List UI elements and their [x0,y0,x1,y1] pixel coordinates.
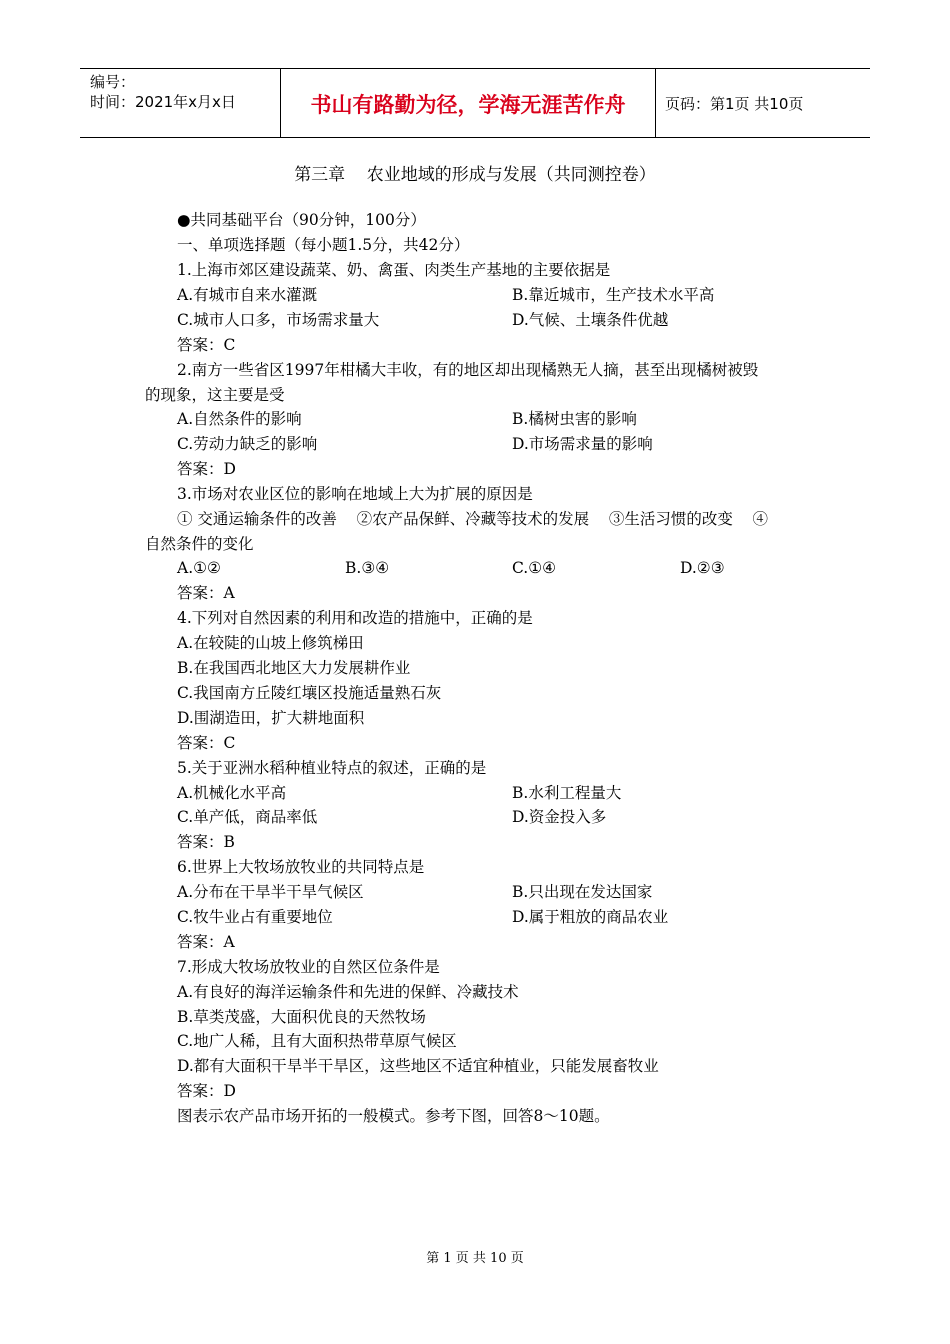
section-heading: ●共同基础平台（90分钟，100分） [177,211,426,229]
question-6-option-c: C.牧牛业占有重要地位 [177,908,333,926]
question-2-option-c: C.劳动力缺乏的影响 [177,435,318,453]
question-3-items: ① 交通运输条件的改善 ②农产品保鲜、冷藏等技术的发展 ③生活习惯的改变 ④ [177,510,769,528]
part-heading: 一、单项选择题（每小题1.5分，共42分） [177,236,470,254]
question-6-answer: 答案：A [177,933,235,951]
question-5-stem: 5.关于亚洲水稻种植业特点的叙述，正确的是 [177,759,487,777]
page-footer: 第 1 页 共 10 页 [426,1251,524,1266]
question-6-stem: 6.世界上大牧场放牧业的共同特点是 [177,858,425,876]
question-7-answer: 答案：D [177,1082,236,1100]
question-3-option-a: A.①② [177,559,221,577]
question-5-answer: 答案：B [177,833,235,851]
question-2-option-a: A.自然条件的影响 [177,410,302,428]
question-4-option-b: B.在我国西北地区大力发展耕作业 [177,659,411,677]
question-7-stem: 7.形成大牧场放牧业的自然区位条件是 [177,958,440,976]
question-5-option-a: A.机械化水平高 [177,784,287,802]
question-1-stem: 1.上海市郊区建设蔬菜、奶、禽蛋、肉类生产基地的主要依据是 [177,261,611,279]
document-number-label: 编号： [90,73,136,91]
question-7-option-a: A.有良好的海洋运输条件和先进的保鲜、冷藏技术 [177,983,519,1001]
page-info: 页码：第1页 共10页 [665,95,804,113]
question-5-option-c: C.单产低，商品率低 [177,808,318,826]
question-3-answer: 答案：A [177,584,235,602]
question-2-option-d: D.市场需求量的影响 [512,435,653,453]
question-3-option-b: B.③④ [345,559,390,577]
question-6-option-d: D.属于粗放的商品农业 [512,908,669,926]
header-left-cell [80,69,280,137]
document-date: 时间：2021年x月x日 [90,93,236,111]
question-7-option-c: C.地广人稀，且有大面积热带草原气候区 [177,1032,457,1050]
question-6-option-a: A.分布在干旱半干旱气候区 [177,883,364,901]
header-right-cell [655,69,870,137]
question-7-option-d: D.都有大面积干旱半干旱区，这些地区不适宜种植业，只能发展畜牧业 [177,1057,659,1075]
question-1-answer: 答案：C [177,336,236,354]
questions-8-10-intro: 图表示农产品市场开拓的一般模式。参考下图，回答8～10题。 [177,1107,610,1125]
question-4-option-a: A.在较陡的山坡上修筑梯田 [177,634,364,652]
header-motto: 书山有路勤为径，学海无涯苦作舟 [310,93,626,117]
question-2-stem: 2.南方一些省区1997年柑橘大丰收，有的地区却出现橘熟无人摘，甚至出现橘树被毁 [177,361,759,379]
question-3-items-continued: 自然条件的变化 [145,535,254,553]
question-6-option-b: B.只出现在发达国家 [512,883,653,901]
question-1-option-a: A.有城市自来水灌溉 [177,286,318,304]
question-3-option-d: D.②③ [680,559,725,577]
question-5-option-b: B.水利工程量大 [512,784,622,802]
header-motto-cell [280,69,656,137]
document-title: 第三章 农业地域的形成与发展（共同测控卷） [294,165,656,185]
question-2-option-b: B.橘树虫害的影响 [512,410,637,428]
question-3-option-c: C.①④ [512,559,557,577]
question-1-option-d: D.气候、土壤条件优越 [512,311,669,329]
question-4-option-d: D.围湖造田，扩大耕地面积 [177,709,365,727]
question-7-option-b: B.草类茂盛，大面积优良的天然牧场 [177,1008,426,1026]
question-4-answer: 答案：C [177,734,236,752]
question-2-stem-continued: 的现象，这主要是受 [145,386,285,404]
question-1-option-b: B.靠近城市，生产技术水平高 [512,286,715,304]
question-2-answer: 答案：D [177,460,236,478]
question-1-option-c: C.城市人口多，市场需求量大 [177,311,380,329]
question-5-option-d: D.资金投入多 [512,808,607,826]
question-4-stem: 4.下列对自然因素的利用和改造的措施中，正确的是 [177,609,533,627]
page-header [80,68,870,138]
question-4-option-c: C.我国南方丘陵红壤区投施适量熟石灰 [177,684,442,702]
question-3-stem: 3.市场对农业区位的影响在地域上大为扩展的原因是 [177,485,533,503]
